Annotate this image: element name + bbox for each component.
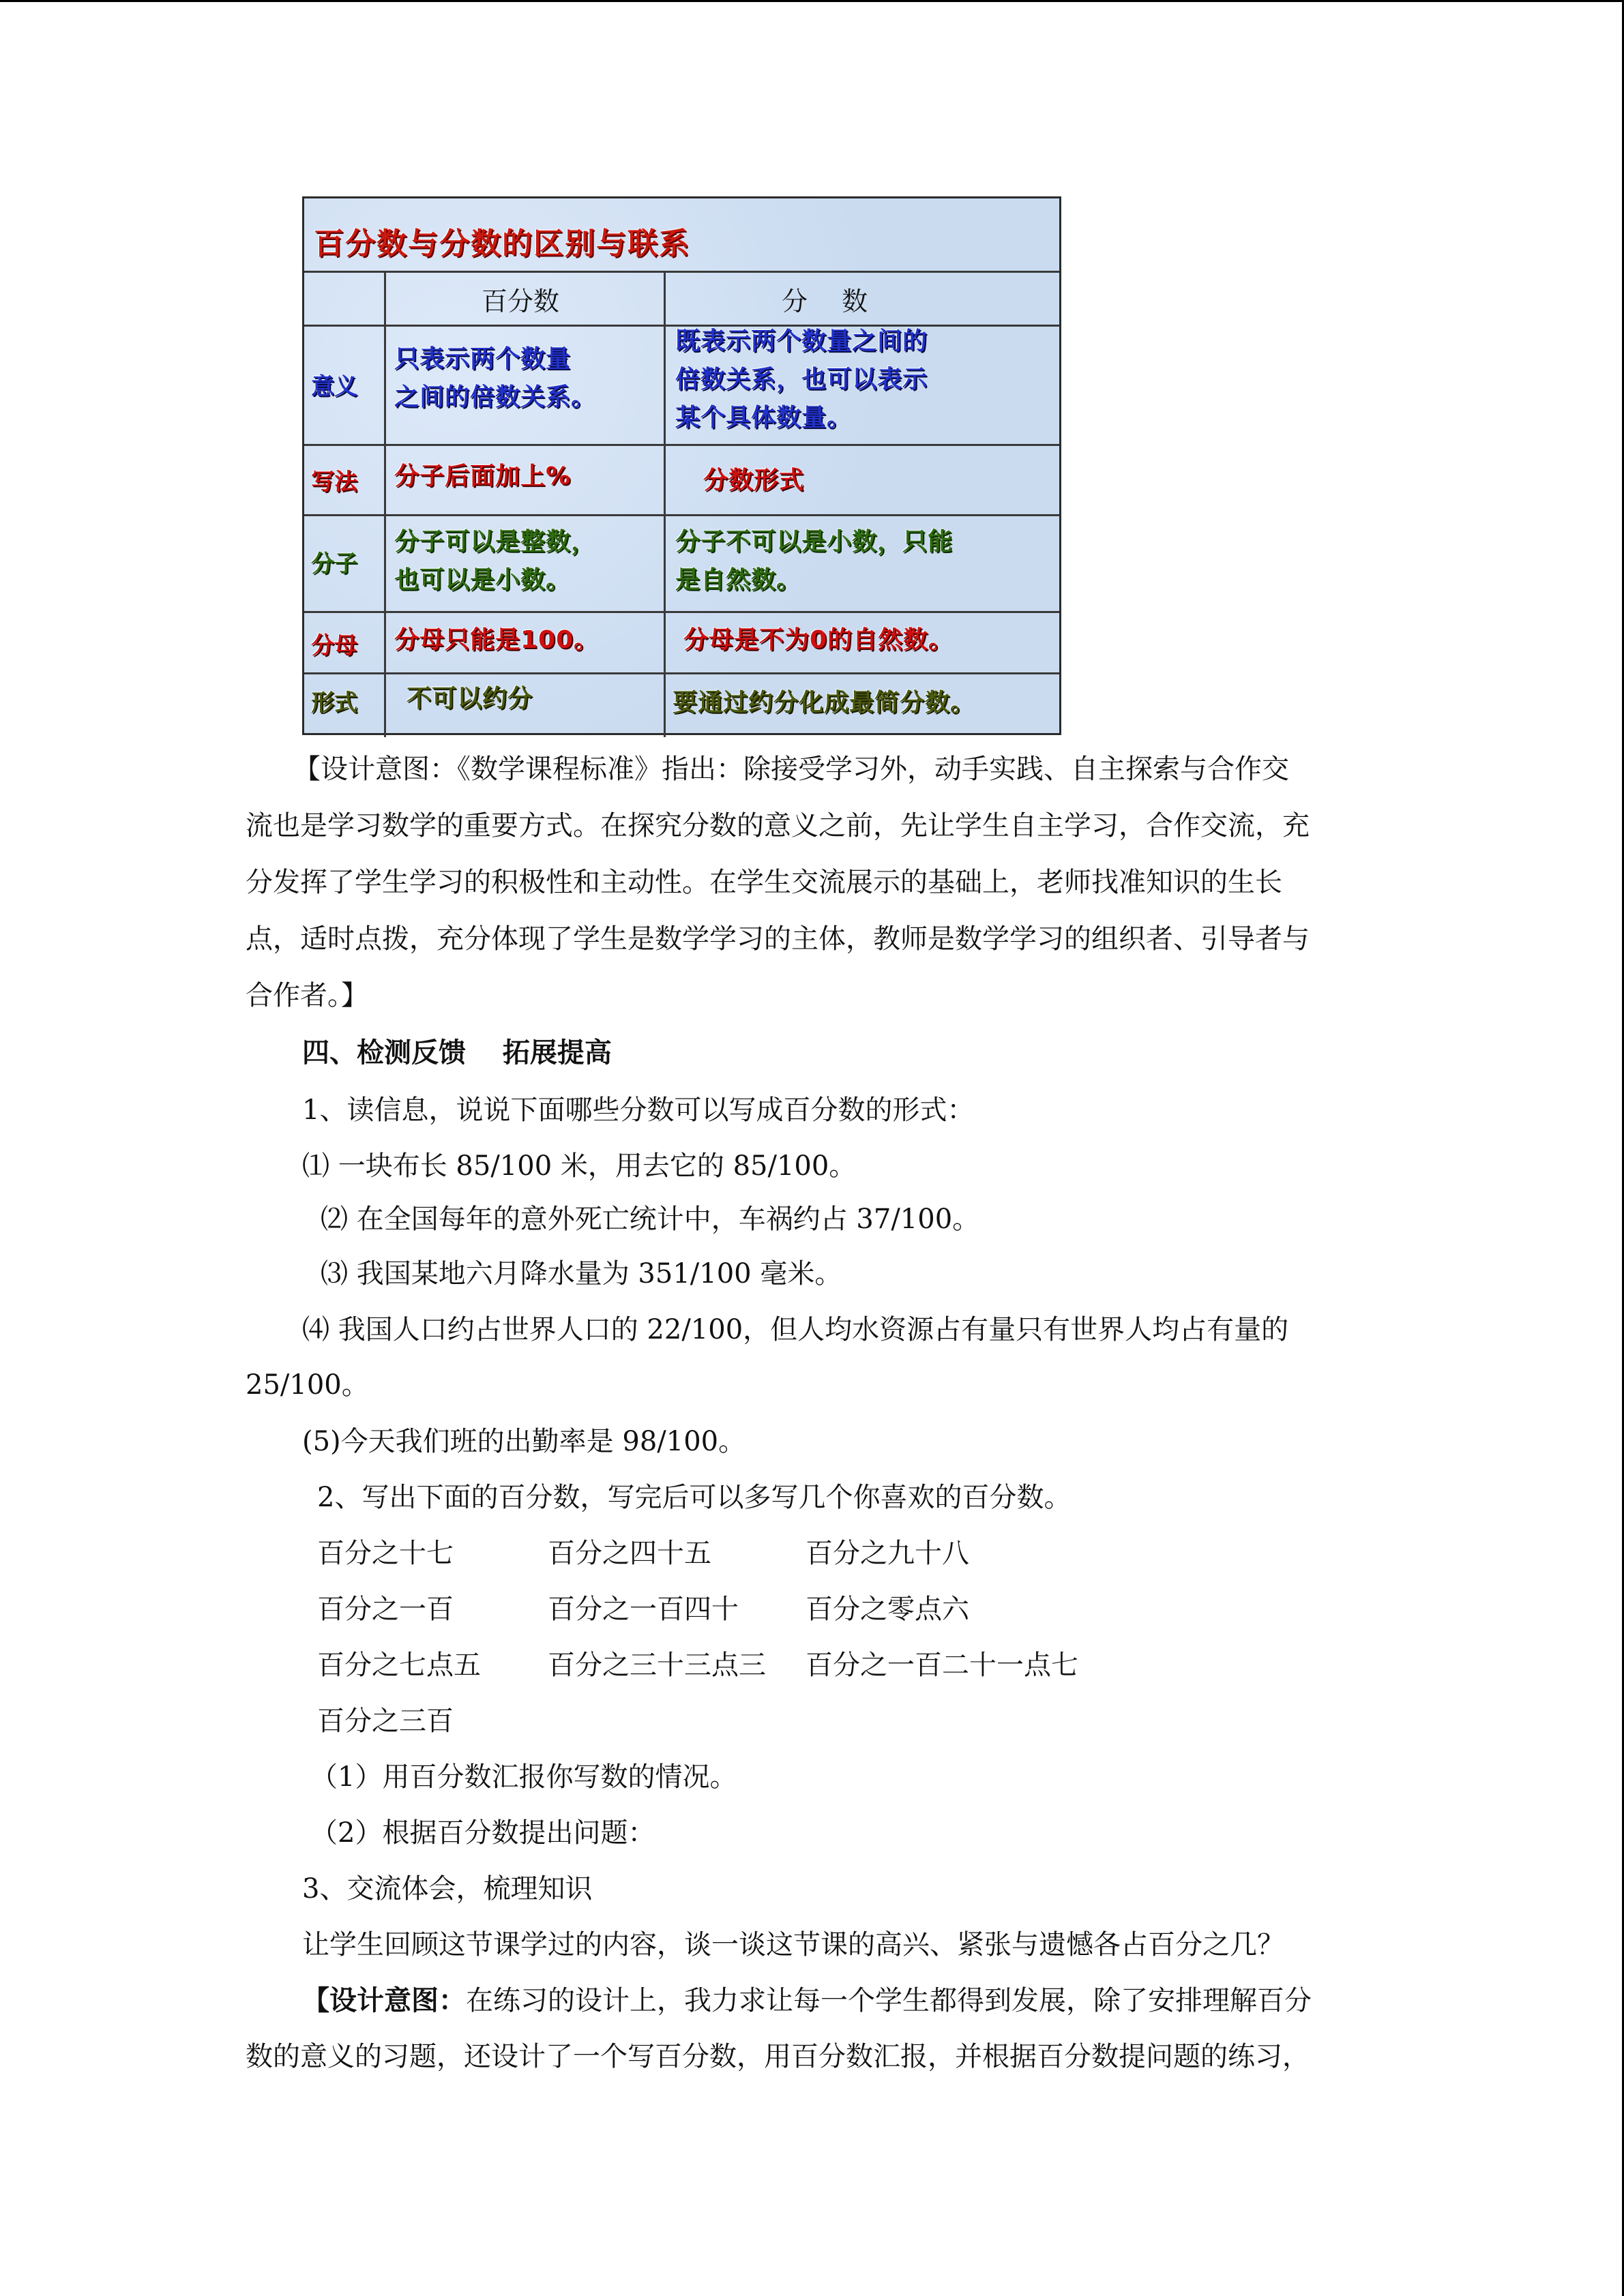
grid-cell: 百分之七点五 xyxy=(317,1650,481,1681)
grid-cell: 百分之一百四十 xyxy=(548,1594,739,1625)
question-1: 1、读信息，说说下面哪些分数可以写成百分数的形式： xyxy=(302,1094,975,1126)
q1-item-3: ⑶ 我国某地六月降水量为 351/100 毫米。 xyxy=(321,1258,842,1289)
grid-cell: 百分之三百 xyxy=(317,1705,454,1737)
cell-line: 倍数关系，也可以表示 xyxy=(675,366,928,393)
comparison-slide xyxy=(302,196,1061,735)
slide-title: 百分数与分数的区别与联系 xyxy=(314,226,690,261)
q2-sub-1: （1）用百分数汇报你写数的情况。 xyxy=(310,1761,737,1793)
row-label-form: 形式 xyxy=(311,689,357,717)
design-intent-1-line2: 流也是学习数学的重要方式。在探究分数的意义之前，先让学生自主学习，合作交流，充 xyxy=(246,810,1310,841)
form-percent: 不可以约分 xyxy=(407,685,533,713)
header-percent: 百分数 xyxy=(482,286,560,316)
writing-fraction: 分数形式 xyxy=(703,466,805,494)
denominator-percent: 分母只能是100。 xyxy=(394,626,600,654)
q2-sub-2: （2）根据百分数提出问题： xyxy=(310,1817,655,1849)
grid-cell: 百分之一百 xyxy=(317,1594,454,1625)
row-label-numerator: 分子 xyxy=(311,550,357,578)
cell-line: 之间的倍数关系。 xyxy=(394,383,597,411)
grid-cell: 百分之四十五 xyxy=(548,1538,711,1569)
table-rule xyxy=(304,444,1059,446)
table-rule xyxy=(664,271,666,737)
cell-line: 既表示两个数量之间的 xyxy=(675,327,928,355)
grid-cell: 百分之九十八 xyxy=(806,1538,969,1569)
q1-item-1: ⑴ 一块布长 85/100 米，用去它的 85/100。 xyxy=(302,1150,857,1182)
cell-line: 某个具体数量。 xyxy=(675,404,853,432)
writing-percent: 分子后面加上% xyxy=(394,462,572,490)
table-rule xyxy=(304,611,1059,613)
q1-item-2: ⑵ 在全国每年的意外死亡统计中，车祸约占 37/100。 xyxy=(321,1204,980,1235)
meaning-percent xyxy=(394,340,596,417)
header-fraction: 分 数 xyxy=(782,286,868,316)
table-rule xyxy=(304,514,1059,516)
grid-cell: 百分之三十三点三 xyxy=(548,1650,766,1681)
question-2: 2、写出下面的百分数，写完后可以多写几个你喜欢的百分数。 xyxy=(317,1482,1072,1513)
numerator-percent xyxy=(394,523,596,599)
section-heading: 四、检测反馈 拓展提高 xyxy=(302,1037,612,1069)
row-label-meaning: 意义 xyxy=(311,373,357,400)
meaning-fraction xyxy=(675,323,928,437)
q1-item-4: ⑷ 我国人口约占世界人口的 22/100，但人均水资源占有量只有世界人均占有量的 xyxy=(302,1314,1289,1345)
row-label-denominator: 分母 xyxy=(311,632,357,659)
design-intent-1-line3: 分发挥了学生学习的积极性和主动性。在学生交流展示的基础上，老师找准知识的生长 xyxy=(246,867,1282,898)
form-fraction: 要通过约分化成最简分数。 xyxy=(673,689,976,717)
q1-item-4-cont: 25/100。 xyxy=(246,1369,369,1401)
design-intent-1-line4: 点，适时点拨，充分体现了学生是数学学习的主体，教师是数学学习的组织者、引导者与 xyxy=(246,923,1310,955)
question-3: 3、交流体会，梳理知识 xyxy=(302,1873,593,1905)
q3-text: 让学生回顾这节课学过的内容，谈一谈这节课的高兴、紧张与遗憾各占百分之几？ xyxy=(302,1929,1284,1960)
page-top-border xyxy=(0,0,1624,2)
design-intent-1-line5: 合作者。】 xyxy=(246,980,368,1011)
q1-item-5: (5)今天我们班的出勤率是 98/100。 xyxy=(302,1426,746,1457)
row-label-writing: 写法 xyxy=(311,468,357,496)
cell-line: 分子不可以是小数，只能 xyxy=(675,528,954,556)
design-intent-2-line2: 数的意义的习题，还设计了一个写百分数，用百分数汇报，并根据百分数提问题的练习， xyxy=(246,2041,1310,2072)
cell-line: 只表示两个数量 xyxy=(394,345,572,373)
design-intent-2-text: 在练习的设计上，我力求让每一个学生都得到发展，除了安排理解百分 xyxy=(466,1985,1312,2016)
design-intent-2-line1 xyxy=(302,1982,1312,2020)
table-rule xyxy=(304,672,1059,674)
design-intent-label: 【设计意图： xyxy=(302,1985,466,2016)
denominator-fraction: 分母是不为0的自然数。 xyxy=(683,626,954,654)
cell-line: 也可以是小数。 xyxy=(394,566,572,594)
cell-line: 是自然数。 xyxy=(675,566,802,594)
cell-line: 分子可以是整数， xyxy=(394,528,597,556)
table-rule xyxy=(384,271,386,737)
numerator-fraction xyxy=(675,523,953,599)
design-intent-1-line1: 【设计意图：《数学课程标准》指出：除接受学习外，动手实践、自主探索与合作交 xyxy=(293,754,1289,785)
table-rule xyxy=(304,271,1059,273)
grid-cell: 百分之一百二十一点七 xyxy=(806,1650,1078,1681)
grid-cell: 百分之零点六 xyxy=(806,1594,969,1625)
grid-cell: 百分之十七 xyxy=(317,1538,454,1569)
